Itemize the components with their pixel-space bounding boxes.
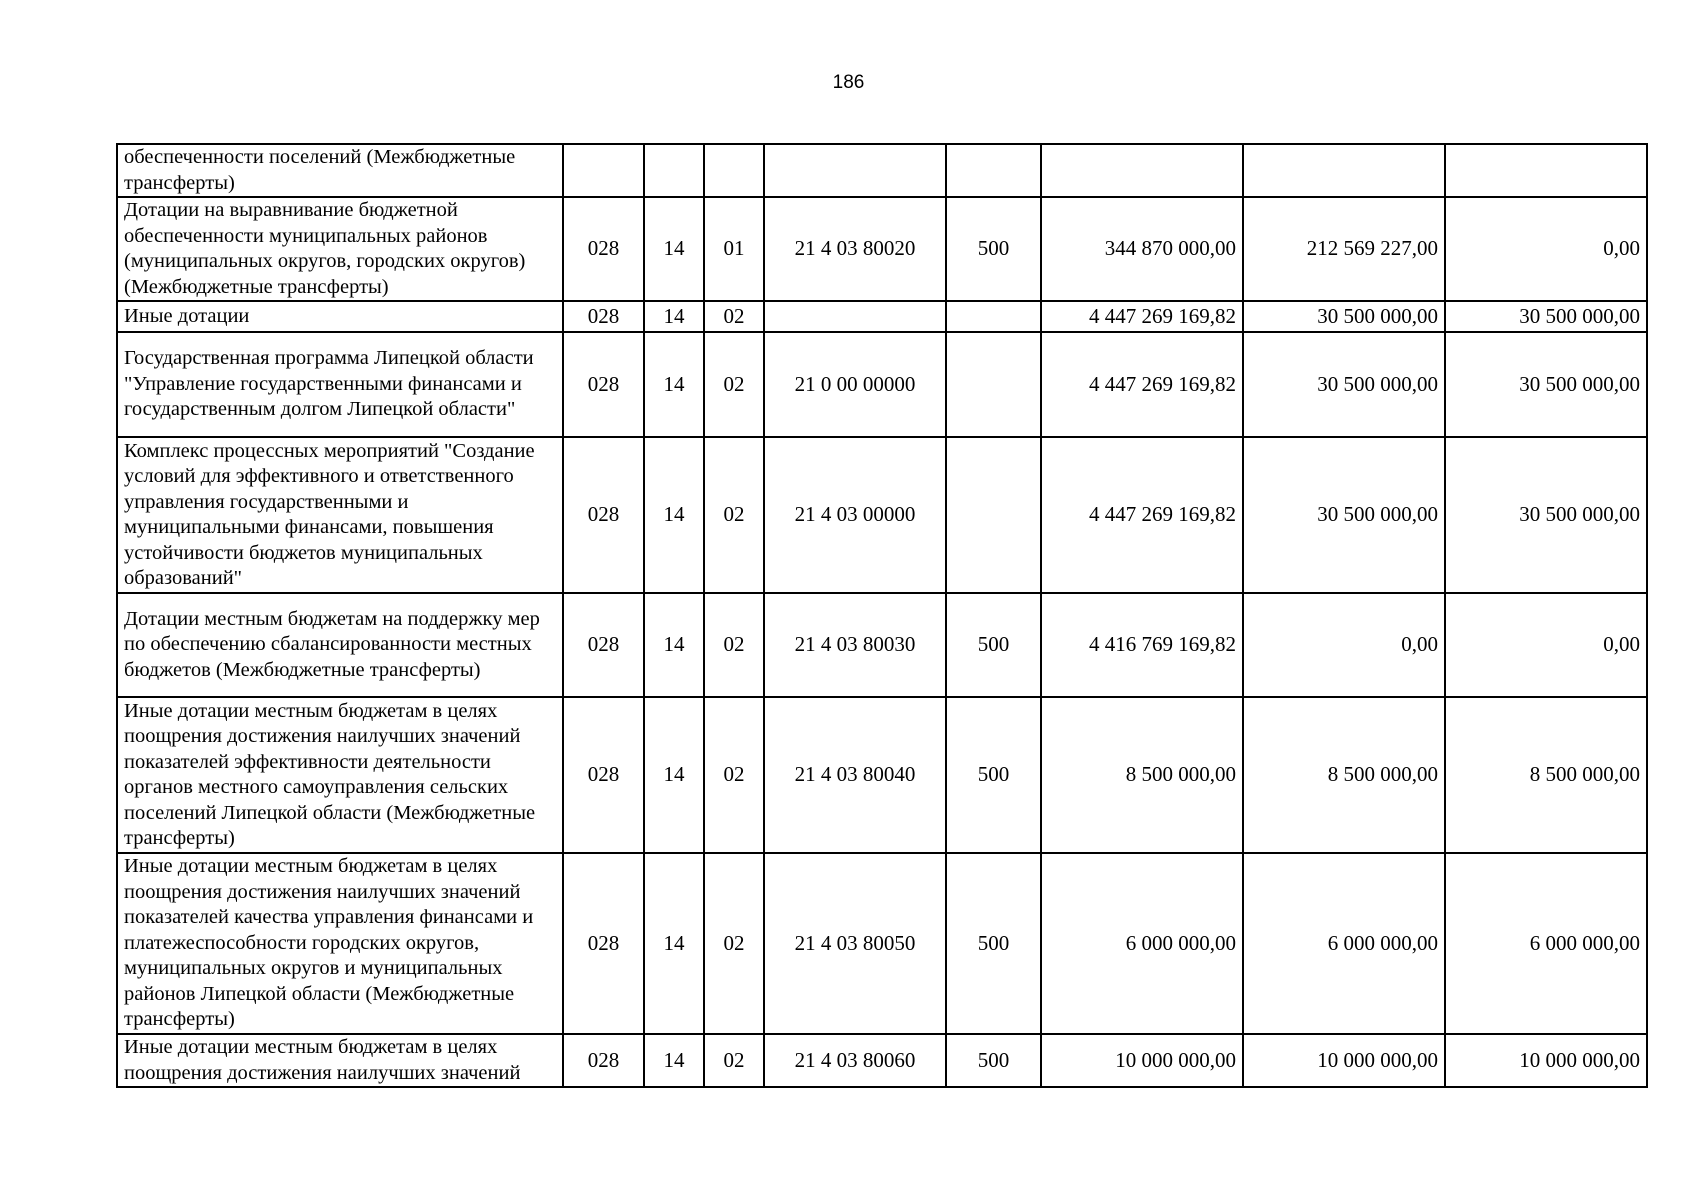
amount-year2-cell: 10 000 000,00 [1243,1034,1445,1087]
table-row [117,697,1647,853]
amount-year3-cell: 8 500 000,00 [1445,697,1647,853]
pr-cell: 02 [704,332,764,437]
amount-year2-cell [1243,144,1445,197]
budget-table [116,143,1648,1088]
pr-cell: 02 [704,853,764,1034]
csr-cell: 21 4 03 80040 [764,697,946,853]
amount-year3-cell: 6 000 000,00 [1445,853,1647,1034]
vr-cell [946,332,1041,437]
vr-cell [946,144,1041,197]
gr-cell: 028 [563,697,644,853]
amount-year1-cell: 4 416 769 169,82 [1041,593,1243,697]
vr-cell: 500 [946,1034,1041,1087]
csr-cell: 21 4 03 80020 [764,197,946,301]
amount-year1-cell [1041,144,1243,197]
gr-cell: 028 [563,853,644,1034]
csr-cell: 21 4 03 80060 [764,1034,946,1087]
csr-cell [764,144,946,197]
rz-cell: 14 [644,593,704,697]
table-row [117,593,1647,697]
amount-year3-cell: 10 000 000,00 [1445,1034,1647,1087]
gr-cell: 028 [563,1034,644,1087]
pr-cell: 02 [704,437,764,593]
amount-year1-cell: 4 447 269 169,82 [1041,437,1243,593]
row-name-cell: обеспеченности поселений (Межбюджетные трансферты) [117,144,563,197]
amount-year2-cell: 30 500 000,00 [1243,437,1445,593]
amount-year2-cell: 8 500 000,00 [1243,697,1445,853]
rz-cell: 14 [644,697,704,853]
amount-year2-cell: 30 500 000,00 [1243,301,1445,332]
vr-cell [946,437,1041,593]
vr-cell: 500 [946,593,1041,697]
gr-cell: 028 [563,593,644,697]
amount-year2-cell: 212 569 227,00 [1243,197,1445,301]
pr-cell: 02 [704,1034,764,1087]
rz-cell: 14 [644,197,704,301]
table-row [117,437,1647,593]
csr-cell: 21 4 03 80030 [764,593,946,697]
row-name-cell: Иные дотации местным бюджетам в целях поощрения достижения наилучших значений показателей качества управления финансами и платежеспособности городских округов, муниципальных округов и муниципальных районов Липецкой области (Межбюджетные трансферты) [117,853,563,1034]
amount-year3-cell: 30 500 000,00 [1445,437,1647,593]
amount-year1-cell: 4 447 269 169,82 [1041,301,1243,332]
amount-year3-cell: 30 500 000,00 [1445,301,1647,332]
pr-cell [704,144,764,197]
pr-cell: 02 [704,301,764,332]
gr-cell: 028 [563,437,644,593]
amount-year3-cell: 0,00 [1445,593,1647,697]
gr-cell: 028 [563,301,644,332]
vr-cell [946,301,1041,332]
amount-year2-cell: 0,00 [1243,593,1445,697]
amount-year1-cell: 4 447 269 169,82 [1041,332,1243,437]
rz-cell: 14 [644,437,704,593]
amount-year2-cell: 6 000 000,00 [1243,853,1445,1034]
pr-cell: 01 [704,197,764,301]
amount-year1-cell: 6 000 000,00 [1041,853,1243,1034]
row-name-cell: Дотации на выравнивание бюджетной обеспеченности муниципальных районов (муниципальных округов, городских округов) (Межбюджетные трансферты) [117,197,563,301]
csr-cell [764,301,946,332]
gr-cell [563,144,644,197]
rz-cell: 14 [644,1034,704,1087]
amount-year3-cell [1445,144,1647,197]
table-row [117,144,1647,197]
rz-cell: 14 [644,301,704,332]
table-row [117,1034,1647,1087]
page-number: 186 [832,72,865,93]
amount-year1-cell: 8 500 000,00 [1041,697,1243,853]
row-name-cell: Иные дотации местным бюджетам в целях поощрения достижения наилучших значений показателей эффективности деятельности органов местного самоуправления сельских поселений Липецкой области (Межбюджетные трансферты) [117,697,563,853]
vr-cell: 500 [946,197,1041,301]
row-name-cell: Иные дотации [117,301,563,332]
table-row [117,301,1647,332]
pr-cell: 02 [704,593,764,697]
gr-cell: 028 [563,332,644,437]
row-name-cell: Государственная программа Липецкой области "Управление государственными финансами и государственным долгом Липецкой области" [117,332,563,437]
amount-year1-cell: 344 870 000,00 [1041,197,1243,301]
pr-cell: 02 [704,697,764,853]
rz-cell [644,144,704,197]
gr-cell: 028 [563,197,644,301]
row-name-cell: Комплекс процессных мероприятий "Создание условий для эффективного и ответственного управления государственными и муниципальными финансами, повышения устойчивости бюджетов муниципальных образований" [117,437,563,593]
row-name-cell: Дотации местным бюджетам на поддержку мер по обеспечению сбалансированности местных бюджетов (Межбюджетные трансферты) [117,593,563,697]
vr-cell: 500 [946,853,1041,1034]
csr-cell: 21 4 03 00000 [764,437,946,593]
amount-year3-cell: 0,00 [1445,197,1647,301]
vr-cell: 500 [946,697,1041,853]
rz-cell: 14 [644,332,704,437]
table-row [117,197,1647,301]
amount-year2-cell: 30 500 000,00 [1243,332,1445,437]
amount-year1-cell: 10 000 000,00 [1041,1034,1243,1087]
table-row [117,853,1647,1034]
csr-cell: 21 4 03 80050 [764,853,946,1034]
rz-cell: 14 [644,853,704,1034]
table-row [117,332,1647,437]
csr-cell: 21 0 00 00000 [764,332,946,437]
amount-year3-cell: 30 500 000,00 [1445,332,1647,437]
row-name-cell: Иные дотации местным бюджетам в целях поощрения достижения наилучших значений [117,1034,563,1087]
